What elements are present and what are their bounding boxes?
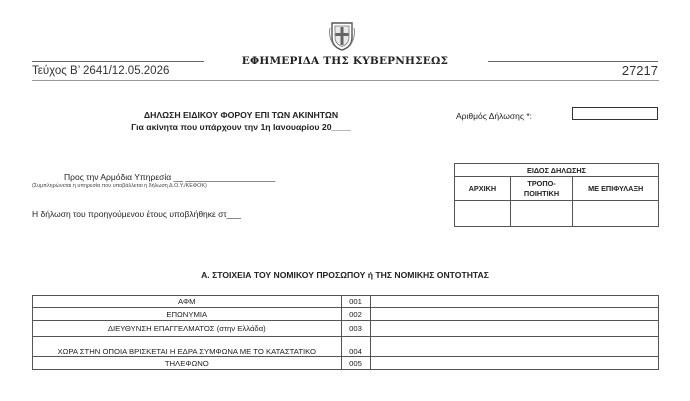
country-field[interactable]	[370, 337, 658, 357]
greek-coat-of-arms-icon	[328, 20, 356, 52]
table-row	[33, 337, 659, 357]
phone-field[interactable]	[370, 357, 658, 370]
option-reserved-checkbox[interactable]	[573, 201, 659, 227]
section-a-title: Α. ΣΤΟΙΧΕΙΑ ΤΟΥ ΝΟΜΙΚΟΥ ΠΡΟΣΩΠΟΥ ή ΤΗΣ ΝΟΜΙΚΗΣ ΟΝΤΟΤΗΤΑΣ	[201, 270, 489, 280]
row-code: 003	[341, 321, 370, 337]
row-code: 004	[341, 337, 370, 357]
row-code: 002	[341, 308, 370, 321]
authority-label[interactable]: Προς την Αρμόδια Υπηρεσία __ ___________________	[64, 172, 276, 182]
option-initial-label: ΑΡΧΙΚΗ	[455, 177, 511, 201]
option-initial-checkbox[interactable]	[455, 201, 511, 227]
row-label: ΕΠΩΝΥΜΙΑ	[33, 308, 342, 321]
declaration-type-table	[454, 163, 659, 227]
gazette-title: ΕΦΗΜΕΡΙΔΑ ΤΗΣ ΚΥΒΕΡΝΗΣΕΩΣ	[241, 55, 449, 67]
header-rule-right	[488, 61, 658, 62]
address-field[interactable]	[370, 321, 658, 337]
row-label: ΧΩΡΑ ΣΤΗΝ ΟΠΟΙΑ ΒΡΙΣΚΕΤΑΙ Η ΕΔΡΑ ΣΥΜΦΩΝΑ ΜΕ ΤΟ ΚΑΤΑΣΤΑΤΙΚΟ	[33, 337, 342, 357]
name-field[interactable]	[370, 308, 658, 321]
row-label: ΤΗΛΕΦΩΝΟ	[33, 357, 342, 370]
table-row	[33, 296, 659, 308]
table-row	[33, 357, 659, 370]
option-amending-checkbox[interactable]	[510, 201, 573, 227]
table-row	[33, 308, 659, 321]
declaration-number-field[interactable]	[572, 107, 658, 120]
entity-details-table	[32, 295, 659, 370]
header-rule-left	[32, 61, 204, 62]
form-title	[100, 109, 382, 133]
afm-field[interactable]	[370, 296, 658, 308]
option-reserved-label: ΜΕ ΕΠΙΦΥΛΑΞΗ	[573, 177, 659, 201]
declaration-number-label: Αριθμός Δήλωσης *:	[456, 111, 532, 121]
row-label: ΔΙΕΥΘΥΝΣΗ ΕΠΑΓΓΕΛΜΑΤΟΣ (στην Ελλάδα)	[33, 321, 342, 337]
row-code: 005	[341, 357, 370, 370]
form-title-line2: Για ακίνητα που υπάρχουν την 1η Ιανουαρίου 20____	[131, 122, 351, 132]
row-code: 001	[341, 296, 370, 308]
issue-reference: Τεύχος Β’ 2641/12.05.2026	[32, 65, 170, 77]
header-rule-bottom	[32, 80, 659, 81]
authority-note: (Συμπληρώνεται η υπηρεσία που υποβάλλεται η δήλωση Δ.Ο.Υ./ΚΕΦΟΚ)	[32, 183, 207, 189]
row-label: ΑΦΜ	[33, 296, 342, 308]
declaration-type-header: ΕΙΔΟΣ ΔΗΛΩΣΗΣ	[455, 164, 659, 177]
form-title-line1: ΔΗΛΩΣΗ ΕΙΔΙΚΟΥ ΦΟΡΟΥ ΕΠΙ ΤΩΝ ΑΚΙΝΗΤΩΝ	[143, 110, 339, 120]
previous-year-statement[interactable]: Η δήλωση του προηγούμενου έτους υποβλήθηκε στ___	[32, 209, 241, 219]
table-row	[33, 321, 659, 337]
page-number: 27217	[621, 63, 658, 78]
option-amending-label: ΤΡΟΠΟ- ΠΟΙΗΤΙΚΗ	[510, 177, 573, 201]
